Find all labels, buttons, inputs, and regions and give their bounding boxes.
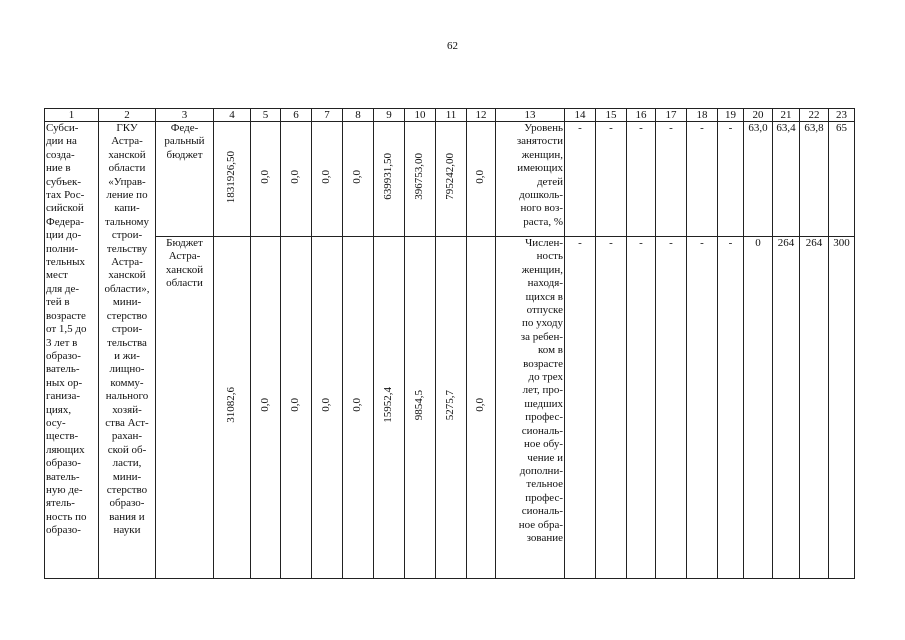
amount-value: 0,0 xyxy=(320,398,333,413)
amount-cell xyxy=(281,122,312,237)
amount-value: 0,0 xyxy=(474,169,487,184)
header-cell: 20 xyxy=(744,109,773,122)
year-value-cell: - xyxy=(565,122,596,237)
amount-value: 1831926,50 xyxy=(225,150,238,203)
data-table xyxy=(44,108,855,579)
header-cell: 15 xyxy=(596,109,627,122)
year-value-cell: - xyxy=(627,237,656,579)
amount-value: 0,0 xyxy=(289,169,302,184)
header-cell: 16 xyxy=(627,109,656,122)
header-cell: 22 xyxy=(800,109,829,122)
amount-value: 396753,00 xyxy=(413,153,426,201)
year-value-cell: - xyxy=(718,237,744,579)
amount-value: 0,0 xyxy=(351,398,364,413)
amount-cell xyxy=(405,122,436,237)
amount-value: 0,0 xyxy=(289,398,302,413)
amount-value: 15952,4 xyxy=(382,387,395,424)
amount-value: 0,0 xyxy=(351,169,364,184)
year-value-cell: - xyxy=(596,122,627,237)
page-number: 62 xyxy=(447,40,458,52)
funding-source-cell: Бюджет Астра- ханской области xyxy=(156,237,214,579)
amount-value: 5275,7 xyxy=(444,390,457,421)
amount-value: 31082,6 xyxy=(225,387,238,424)
table-row xyxy=(45,237,855,579)
amount-value: 0,0 xyxy=(474,398,487,413)
amount-cell xyxy=(281,237,312,579)
amount-cell xyxy=(467,237,496,579)
header-cell: 19 xyxy=(718,109,744,122)
year-value-cell: 300 xyxy=(829,237,855,579)
year-value-cell: 63,0 xyxy=(744,122,773,237)
header-cell: 13 xyxy=(496,109,565,122)
header-cell: 1 xyxy=(45,109,99,122)
amount-value: 0,0 xyxy=(258,398,271,413)
year-value-cell: 264 xyxy=(800,237,829,579)
header-cell: 23 xyxy=(829,109,855,122)
amount-cell xyxy=(251,237,281,579)
header-cell: 14 xyxy=(565,109,596,122)
year-value-cell: 264 xyxy=(773,237,800,579)
year-value-cell: 65 xyxy=(829,122,855,237)
year-value-cell: 63,8 xyxy=(800,122,829,237)
header-cell: 9 xyxy=(374,109,405,122)
amount-value: 9854,5 xyxy=(413,390,426,421)
header-cell: 21 xyxy=(773,109,800,122)
year-value-cell: - xyxy=(596,237,627,579)
amount-cell xyxy=(374,237,405,579)
executor-cell: ГКУ Астра- ханской области «Управ- ление по капи- тальному строи- тельству Астра- ханской области», мини- стерство строи- тельства и жи- лищно- комму- нального хозяй- ства Аст- рахан- ской об- ласти, мини- стерство образо- вания и науки xyxy=(99,122,156,579)
indicator-cell: Числен- ность женщин, находя- щихся в отпуске по уходу за ребен- ком в возрасте до трех лет, про- шедших профес- сиональ- ное обу- чение и дополни- тельное профес- сиональ- ное обра- зование xyxy=(496,237,565,579)
year-value-cell: - xyxy=(656,237,687,579)
amount-cell xyxy=(214,122,251,237)
amount-value: 795242,00 xyxy=(444,153,457,201)
amount-cell xyxy=(214,237,251,579)
amount-cell xyxy=(251,122,281,237)
table-row xyxy=(45,122,855,237)
year-value-cell: - xyxy=(565,237,596,579)
header-cell: 18 xyxy=(687,109,718,122)
year-value-cell: 0 xyxy=(744,237,773,579)
amount-cell xyxy=(343,237,374,579)
header-cell: 6 xyxy=(281,109,312,122)
header-cell: 10 xyxy=(405,109,436,122)
funding-source-cell: Феде- ральный бюджет xyxy=(156,122,214,237)
header-cell: 5 xyxy=(251,109,281,122)
amount-cell xyxy=(343,122,374,237)
header-cell: 3 xyxy=(156,109,214,122)
header-cell: 4 xyxy=(214,109,251,122)
year-value-cell: - xyxy=(718,122,744,237)
amount-value: 639931,50 xyxy=(382,153,395,201)
year-value-cell: 63,4 xyxy=(773,122,800,237)
year-value-cell: - xyxy=(687,122,718,237)
header-cell: 7 xyxy=(312,109,343,122)
amount-cell xyxy=(436,122,467,237)
header-cell: 11 xyxy=(436,109,467,122)
amount-cell xyxy=(436,237,467,579)
amount-cell xyxy=(467,122,496,237)
amount-cell xyxy=(405,237,436,579)
year-value-cell: - xyxy=(656,122,687,237)
measure-name-cell: Субси- дии на созда- ние в субъек- тах Рос- сийской Федера- ции до- полни- тельных мест для де- тей в возрасте от 1,5 до 3 лет в образо- ватель- ных ор- ганиза- циях, осу- ществ- ляющих образо- ватель- ную де- ятель- ность по образо- xyxy=(45,122,99,579)
indicator-cell: Уровень занятости женщин, имеющих детей дошколь- ного воз- раста, % xyxy=(496,122,565,237)
amount-cell xyxy=(312,237,343,579)
amount-cell xyxy=(312,122,343,237)
header-row xyxy=(45,109,855,122)
amount-value: 0,0 xyxy=(320,169,333,184)
header-cell: 12 xyxy=(467,109,496,122)
year-value-cell: - xyxy=(687,237,718,579)
amount-cell xyxy=(374,122,405,237)
amount-value: 0,0 xyxy=(258,169,271,184)
header-cell: 17 xyxy=(656,109,687,122)
header-cell: 2 xyxy=(99,109,156,122)
year-value-cell: - xyxy=(627,122,656,237)
header-cell: 8 xyxy=(343,109,374,122)
